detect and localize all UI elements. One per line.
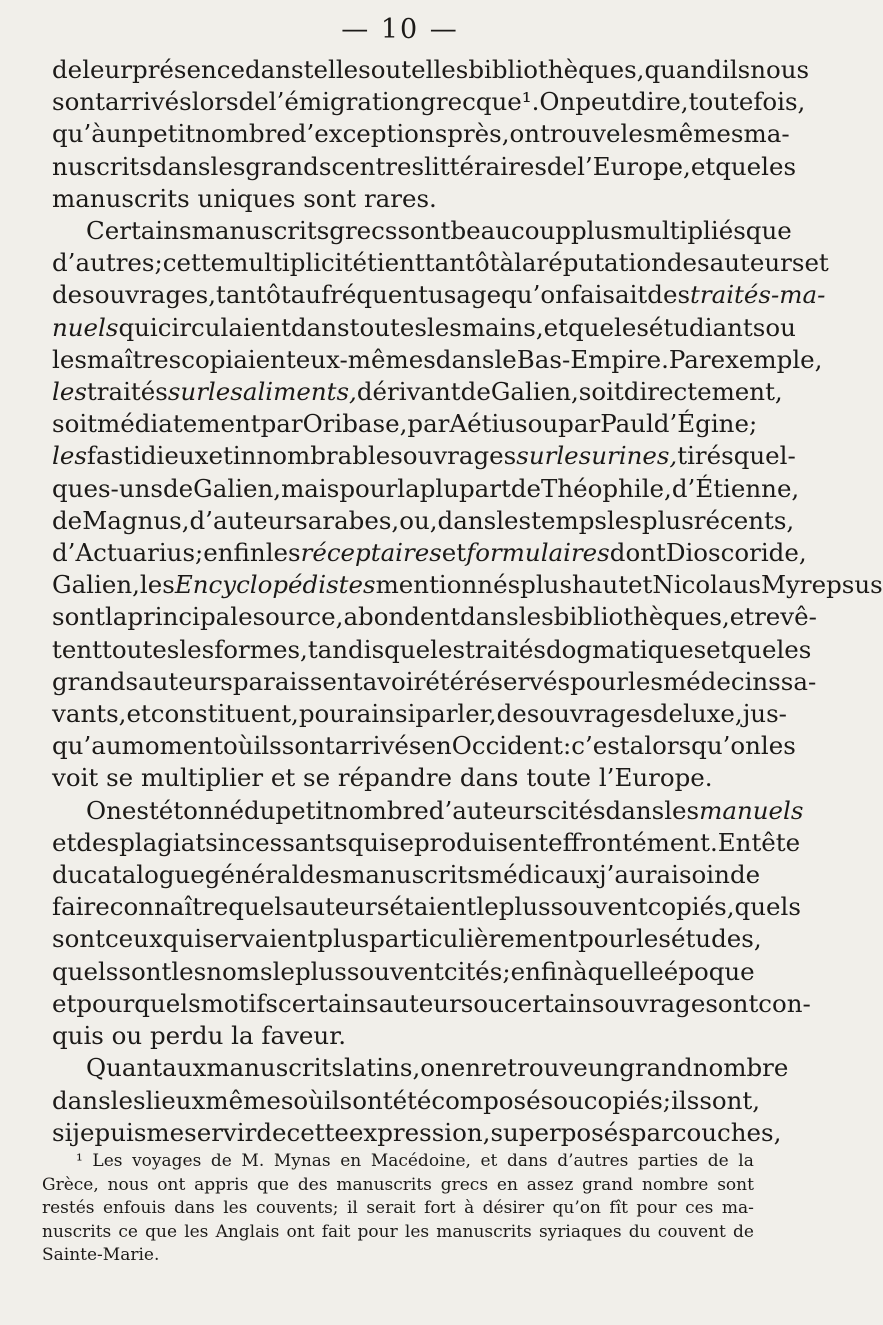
text-line: sont ceux qui servaient plus particulièrement pour les études, xyxy=(52,924,762,954)
text-line: qu’au moment où ils sont arrivés en Occident : c’est alors qu’on les xyxy=(52,731,796,761)
text-line: soit médiatement par Oribase, par Aétius ou par Paul d’Égine; xyxy=(52,409,758,439)
footnote-line: nuscrits ce que les Anglais ont fait pour les manuscrits syriaques du couvent de xyxy=(42,1221,754,1242)
text-line: de leur présence dans telles ou telles bibliothèques, quand ils nous xyxy=(52,55,810,84)
text-line: de Magnus, d’auteurs arabes, ou, dans les temps les plus récents, xyxy=(52,505,795,535)
text-line: tent toutes les formes, tandis que les traités dogmatiques et que les xyxy=(52,634,812,664)
text-line: voit se multiplier et se répandre dans toute l’Europe. xyxy=(52,763,713,793)
text-line: Quant aux manuscrits latins, on en retrouve un grand nombre xyxy=(86,1053,789,1083)
text-line: grands auteurs paraissent avoir été réservés pour les médecins sa- xyxy=(52,666,817,696)
text-line: des ouvrages, tantôt au fréquent usage qu’on faisait des traités-ma- xyxy=(52,280,826,310)
text-line: Certains manuscrits grecs sont beaucoup plus multipliés que xyxy=(86,216,792,246)
text-line: les traités sur les aliments, dérivant de Galien, soit directement, xyxy=(52,377,783,407)
text-line: nuscrits dans les grands centres littéraires de l’Europe, et que les xyxy=(52,151,797,181)
text-line: Galien, les Encyclopédistes mentionnés plus haut et Nicolaus Myrepsus xyxy=(52,570,883,600)
text-line: quels sont les noms le plus souvent cités; enfin à quelle époque xyxy=(52,956,755,986)
text-line: quis ou perdu la faveur. xyxy=(52,1021,347,1051)
text-line: vants, et constituent, pour ainsi parler, des ouvrages de luxe, jus- xyxy=(52,699,787,729)
text-line: nuels qui circulaient dans toutes les mains, et que les étudiants ou xyxy=(52,312,796,342)
text-line: d’Actuarius; enfin les réceptaires et formulaires dont Dioscoride, xyxy=(52,538,807,568)
text-line: du catalogue général des manuscrits médicaux j’aurai soin de xyxy=(52,860,761,890)
footnote-line: restés enfouis dans les couvents; il serait fort à désirer qu’on fît pour ces ma- xyxy=(42,1198,754,1219)
text-line: les fastidieux et innombrables ouvrages sur les urines, tirés quel- xyxy=(52,441,796,471)
footnote-line: Sainte-Marie. xyxy=(42,1245,160,1266)
text-line: sont arrivés lors de l’émigration grecque¹. On peut dire, toutefois, xyxy=(52,87,806,117)
text-line: On est étonné du petit nombre d’auteurs cités dans les manuels xyxy=(86,795,804,825)
text-line: ques-uns de Galien, mais pour la plupart de Théophile, d’Étienne, xyxy=(52,473,800,503)
footnote-line: ¹ Les voyages de M. Mynas en Macédoine, et dans d’autres parties de la xyxy=(76,1151,754,1171)
footnote-line: Grèce, nous ont appris que des manuscrits grecs en assez grand nombre sont xyxy=(42,1174,754,1195)
text-line: et pour quels motifs certains auteurs ou certains ouvrages ont con- xyxy=(52,988,811,1018)
text-line: sont la principale source, abondent dans les bibliothèques, et revê- xyxy=(52,602,817,632)
page-number: — 10 — xyxy=(341,14,459,45)
main-text xyxy=(52,54,883,1149)
text-line: les maîtres copiaient eux-mêmes dans le Bas-Empire. Par exemple, xyxy=(52,344,823,374)
text-line: et des plagiats incessants qui se produisent effrontément. En tête xyxy=(52,827,801,857)
text-line: faire connaître quels auteurs étaient le plus souvent copiés, quels xyxy=(52,892,801,922)
text-line: d’autres; cette multiplicité tient tantôt à la réputation des auteurs et xyxy=(52,248,829,278)
text-line: dans les lieux mêmes où ils ont été composés ou copiés; ils sont, xyxy=(52,1085,761,1115)
text-line: qu’à un petit nombre d’exceptions près, on trouve les mêmes ma- xyxy=(52,119,790,149)
text-line: si je puis me servir de cette expression, superposés par couches, xyxy=(52,1117,782,1147)
text-line: manuscrits uniques sont rares. xyxy=(52,183,437,213)
footnote xyxy=(42,1150,754,1268)
